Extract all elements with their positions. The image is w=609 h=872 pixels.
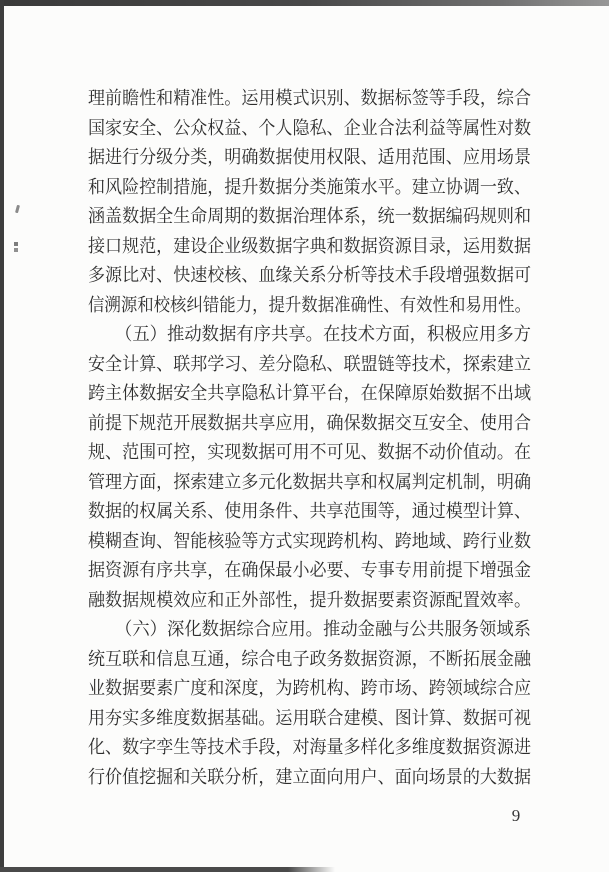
- text-line-content: 数据的权属关系、使用条件、共享范围等，通过模型计算、: [88, 501, 531, 521]
- text-line-content: 和风险控制措施，提升数据分类施策水平。建立协调一致、: [88, 176, 531, 197]
- text-line: [88, 586, 531, 616]
- text-line: [88, 320, 531, 350]
- text-line-content: 行价值挖掘和关联分析，建立面向用户、面向场景的大数据: [88, 766, 531, 787]
- text-line: [88, 674, 531, 704]
- text-line: [88, 232, 531, 262]
- text-line-content: 统互联和信息互通，综合电子政务数据资源，不断拓展金融: [88, 648, 531, 669]
- text-line: [88, 704, 531, 734]
- text-line-content: 据进行分级分类，明确数据使用权限、适用范围、应用场景: [88, 147, 531, 167]
- text-line: [88, 615, 531, 645]
- text-line-content: 据资源有序共享，在确保最小必要、专事专用前提下增强金: [88, 560, 531, 580]
- text-line-content: 理前瞻性和精准性。运用模式识别、数据标签等手段，综合: [88, 88, 531, 108]
- text-line: [88, 497, 531, 527]
- text-line-content: 用夯实多维度数据基础。运用联合建模、图计算、数据可视: [88, 707, 531, 728]
- text-line-content: 接口规范，建设企业级数据字典和数据资源目录，运用数据: [88, 235, 531, 256]
- text-line: [88, 763, 531, 793]
- text-line: [88, 350, 531, 380]
- text-line-content: 融数据规模效应和正外部性，提升数据要素资源配置效率。: [88, 589, 531, 610]
- text-line-content: 安全计算、联邦学习、差分隐私、联盟链等技术，探索建立: [88, 353, 531, 374]
- text-line-content: 前提下规范开展数据共享应用，确保数据交互安全、使用合: [88, 412, 531, 433]
- text-line: [88, 409, 531, 439]
- text-line: [88, 379, 531, 409]
- text-line: [88, 438, 531, 468]
- text-line: [88, 645, 531, 675]
- text-line-content: 规、范围可控，实现数据可用不可见、数据不动价值动。在: [88, 442, 531, 462]
- scan-border-left: [0, 0, 4, 872]
- text-line: [88, 527, 531, 557]
- text-line-content: 涵盖数据全生命周期的数据治理体系，统一数据编码规则和: [88, 206, 531, 226]
- text-line: [88, 291, 531, 321]
- scan-border-top: [0, 0, 609, 6]
- text-line: [88, 202, 531, 232]
- text-line-content: 模糊查询、智能核验等方式实现跨机构、跨地域、跨行业数: [88, 530, 531, 551]
- text-line: [88, 143, 531, 173]
- text-line: [88, 556, 531, 586]
- page-number: 9: [511, 806, 521, 825]
- text-line: [88, 114, 531, 144]
- text-line-content: （五）推动数据有序共享。在技术方面，积极应用多方: [115, 324, 531, 344]
- text-line-content: （六）深化数据综合应用。推动金融与公共服务领域系: [115, 619, 531, 639]
- scan-artifact: [14, 242, 18, 246]
- text-line: [88, 261, 531, 291]
- text-line: [88, 468, 531, 498]
- text-line: [88, 173, 531, 203]
- text-line-content: 信溯源和校核纠错能力，提升数据准确性、有效性和易用性。: [88, 294, 531, 315]
- body-text: [88, 84, 531, 792]
- text-line-content: 业数据要素广度和深度，为跨机构、跨市场、跨领域综合应: [88, 678, 531, 698]
- text-line-content: 跨主体数据安全共享隐私计算平台，在保障原始数据不出域: [88, 383, 531, 403]
- text-line: [88, 733, 531, 763]
- text-line-content: 化、数字孪生等技术手段，对海量多样化多维度数据资源进: [88, 737, 531, 757]
- text-line-content: 多源比对、快速校核、血缘关系分析等技术手段增强数据可: [88, 265, 531, 285]
- text-line-content: 管理方面，探索建立多元化数据共享和权属判定机制，明确: [88, 471, 531, 492]
- text-line-content: 国家安全、公众权益、个人隐私、企业合法利益等属性对数: [88, 117, 531, 138]
- scan-artifact: [15, 205, 20, 214]
- scan-border-bottom: [0, 867, 335, 872]
- text-line: [88, 84, 531, 114]
